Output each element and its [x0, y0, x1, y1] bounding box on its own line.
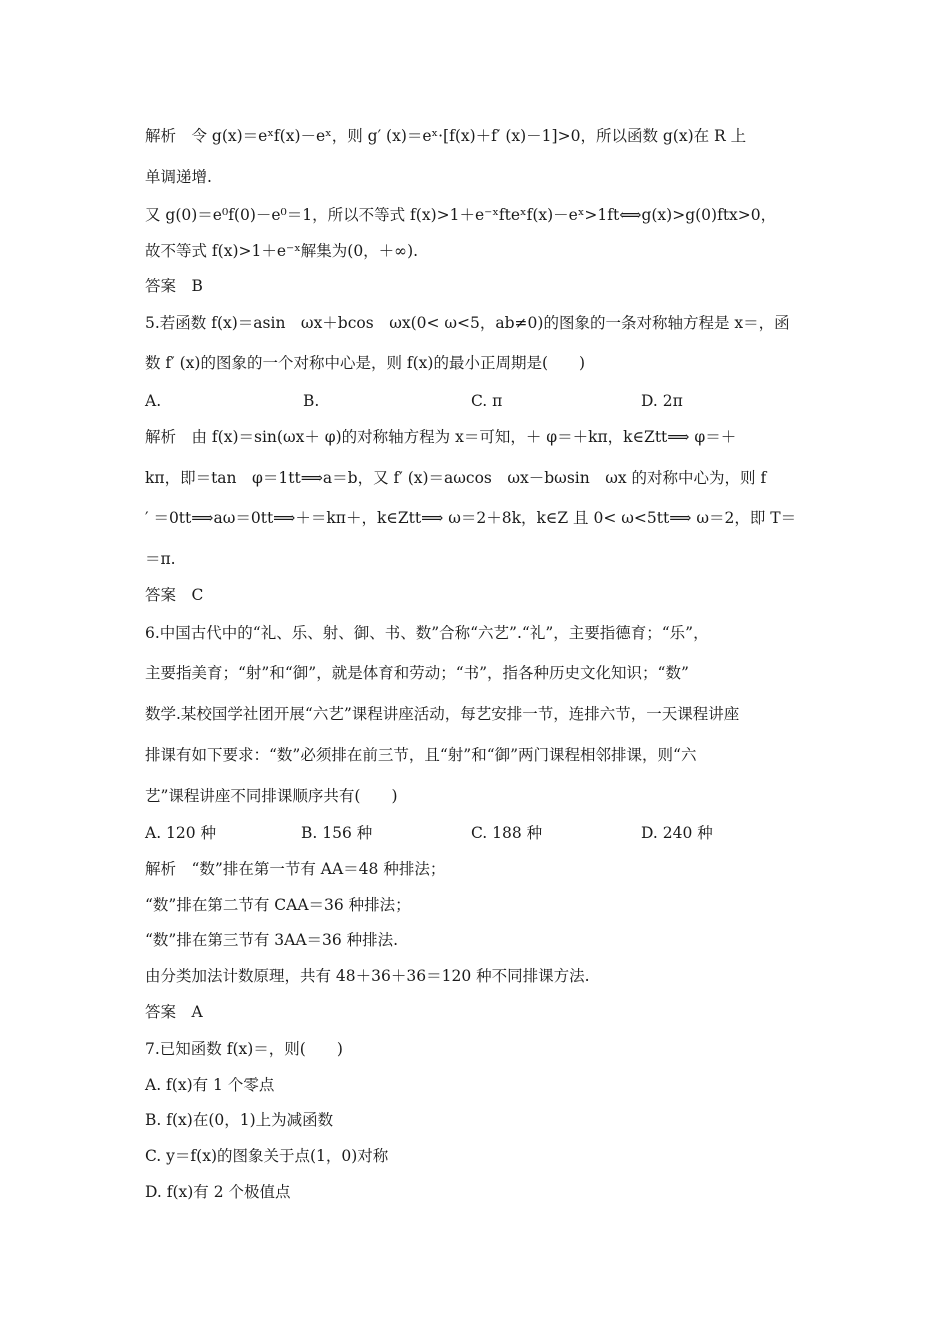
question-5-line-1: 5.若函数 f(x)＝asin ωx＋bcos ωx(0< ω<5，ab≠0)的图象的一条对称轴方程是 x＝，函 [145, 314, 790, 332]
q7-option-d: D. f(x)有 2 个极值点 [145, 1183, 291, 1201]
solution-6-line-4: 由分类加法计数原理，共有 48＋36＋36＝120 种不同排课方法. [145, 967, 590, 985]
solution-4-line-2: 单调递增. [145, 168, 212, 186]
question-6-line-3: 数学.某校国学社团开展“六艺”课程讲座活动，每艺安排一节，连排六节，一天课程讲座 [145, 705, 740, 723]
solution-4-line-3: 又 g(0)＝e⁰f(0)－e⁰＝1，所以不等式 f(x)>1＋e⁻ˣfteˣf(x)－eˣ>1ft⟺g(x)>g(0)ftx>0， [145, 206, 777, 224]
q5-option-c: C. π [471, 392, 503, 410]
question-5-line-2: 数 f′ (x)的图象的一个对称中心是，则 f(x)的最小正周期是( ) [145, 354, 586, 372]
solution-5-line-2: kπ，即＝tan φ＝1tt⟹a＝b，又 f′ (x)＝aωcos ωx－bωsin ωx 的对称中心为，则 f [145, 469, 767, 487]
solution-6-line-3: “数”排在第三节有 3AA＝36 种排法. [145, 931, 399, 949]
question-6-line-2: 主要指美育；“射”和“御”，就是体育和劳动；“书”，指各种历史文化知识；“数” [145, 664, 689, 682]
q5-option-b: B. [303, 392, 320, 410]
q5-option-a: A. [145, 392, 162, 410]
question-6-line-4: 排课有如下要求：“数”必须排在前三节，且“射”和“御”两门课程相邻排课，则“六 [145, 746, 697, 764]
q6-option-d: D. 240 种 [641, 824, 713, 842]
question-6-line-1: 6.中国古代中的“礼、乐、射、御、书、数”合称“六艺”.“礼”，主要指德育；“乐”， [145, 624, 709, 642]
solution-5-line-3: ′ ＝0tt⟹aω＝0tt⟹＋＝kπ＋，k∈Ztt⟹ ω＝2＋8k，k∈Z 且 0< ω<5tt⟹ ω＝2，即 T＝ [145, 509, 797, 527]
solution-6-line-2: “数”排在第二节有 CAA＝36 种排法； [145, 896, 411, 914]
answer-5: 答案 C [145, 586, 204, 604]
q6-option-c: C. 188 种 [471, 824, 543, 842]
q6-option-a: A. 120 种 [145, 824, 217, 842]
q6-option-b: B. 156 种 [301, 824, 373, 842]
solution-4-line-4: 故不等式 f(x)>1＋e⁻ˣ解集为(0，＋∞). [145, 242, 419, 260]
solution-6-line-1: 解析 “数”排在第一节有 AA＝48 种排法； [145, 860, 446, 878]
q7-option-a: A. f(x)有 1 个零点 [145, 1076, 275, 1094]
solution-4-line-1: 解析 令 g(x)＝eˣf(x)－eˣ，则 g′ (x)＝eˣ·[f(x)＋f′ (x)－1]>0，所以函数 g(x)在 R 上 [145, 127, 747, 145]
answer-4: 答案 B [145, 277, 203, 295]
question-7-stem: 7.已知函数 f(x)＝，则( ) [145, 1040, 343, 1058]
answer-6: 答案 A [145, 1003, 203, 1021]
q7-option-b: B. f(x)在(0，1)上为减函数 [145, 1111, 334, 1129]
q7-option-c: C. y＝f(x)的图象关于点(1，0)对称 [145, 1147, 389, 1165]
solution-5-line-1: 解析 由 f(x)＝sin(ωx＋ φ)的对称轴方程为 x＝可知，＋ φ＝＋kπ，k∈Ztt⟹ φ＝＋ [145, 428, 737, 446]
question-6-line-5: 艺”课程讲座不同排课顺序共有( ) [145, 787, 398, 805]
solution-5-line-4: ＝π. [145, 550, 176, 568]
q5-option-d: D. 2π [641, 392, 683, 410]
